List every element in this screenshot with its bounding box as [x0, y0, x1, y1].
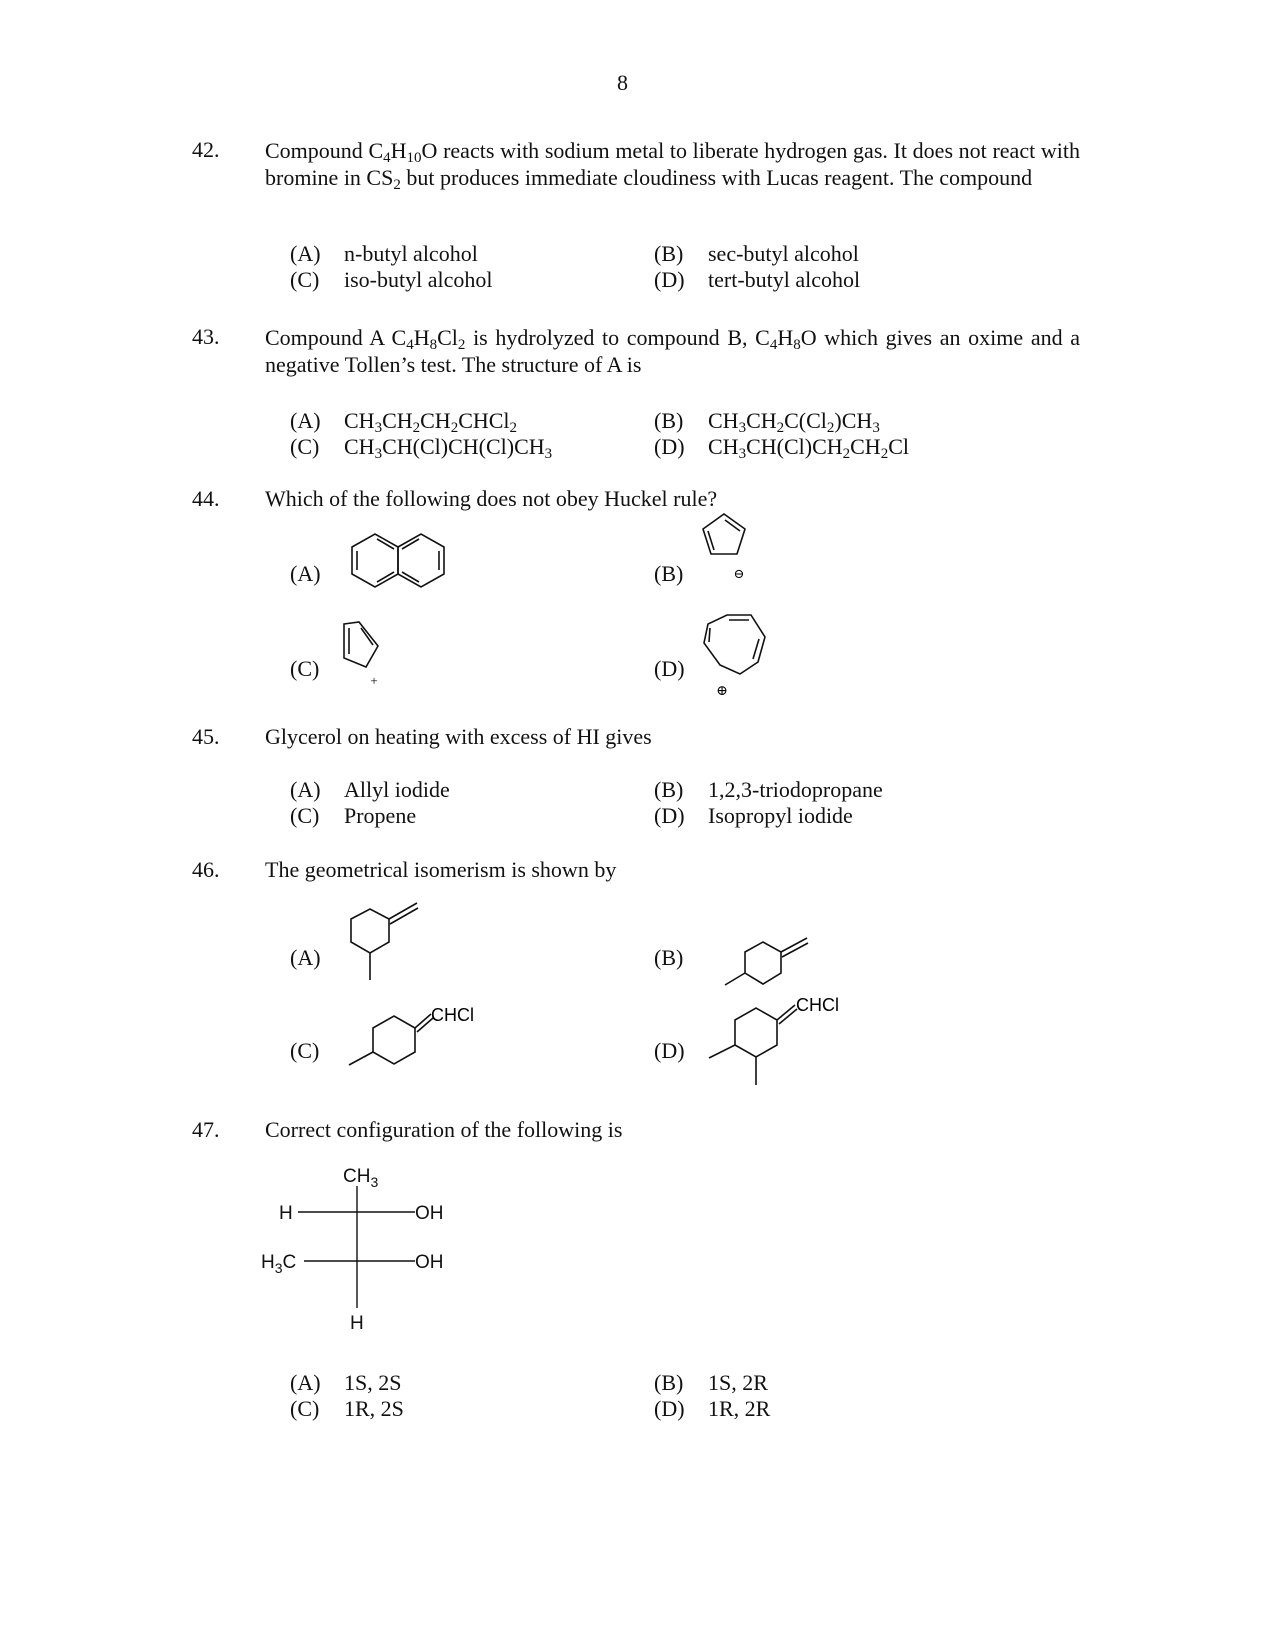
option-d[interactable]: (D) Isopropyl iodide — [654, 803, 853, 828]
question-number: 42. — [192, 137, 220, 162]
question-text: Compound $C_4H_{10}O$ reacts with sodium metal to liberate hydrogen gas. It does not react with bromine in $CS_2$ but produces immediate cloudiness with Lucas reagent. The compound — [265, 138, 1080, 193]
option-d[interactable]: (D) — [654, 1038, 685, 1063]
fischer-row1-left: H — [279, 1203, 293, 1224]
fischer-row2-left: H — [261, 1252, 275, 1273]
option-a[interactable]: (A) n-butyl alcohol — [290, 241, 478, 266]
fischer-bottom: H — [350, 1313, 364, 1334]
question-text: Correct configuration of the following is — [265, 1117, 623, 1142]
tropylium-cation-structure — [700, 610, 780, 705]
option-c[interactable]: (C) — [290, 1038, 320, 1063]
page-number: 8 — [617, 70, 628, 95]
question-number: 45. — [192, 724, 220, 749]
question-text: Compound A $C_4H_8Cl_2$ is hydrolyzed to compound B, $C_4H_8O$ which gives an oxime and a negative Tollen’s test. The structure of A is — [265, 325, 1081, 377]
question-number: 44. — [192, 486, 220, 511]
structure-a — [345, 905, 435, 1020]
naphthalene-structure — [340, 530, 460, 610]
option-c[interactable]: (C) 1R, 2S — [290, 1396, 404, 1421]
option-a[interactable]: (A) — [290, 945, 321, 970]
fischer-row2-right: OH — [415, 1252, 444, 1273]
question-number: 43. — [192, 324, 220, 349]
tropylium-charge: ⊕ — [716, 684, 728, 699]
question-text: Which of the following does not obey Huckel rule? — [265, 486, 718, 511]
question-text: The geometrical isomerism is shown by — [265, 857, 617, 882]
fischer-projection — [255, 1160, 485, 1345]
option-b[interactable]: (B) sec-butyl alcohol — [654, 241, 859, 266]
option-c[interactable]: (C) — [290, 656, 320, 681]
option-a[interactable]: (A) $CH_3CH_2CH_2CHCl_2$ — [290, 408, 518, 436]
option-a[interactable]: (A) 1S, 2S — [290, 1370, 402, 1395]
structure-d — [705, 995, 855, 1100]
cyclopentadienyl-cation-structure — [340, 618, 400, 693]
fischer-top: CH — [343, 1166, 371, 1187]
chcl-label: CHCl — [431, 1005, 474, 1025]
anion-charge: ⊖ — [733, 566, 745, 581]
option-d[interactable]: (D) $CH_3CH(Cl)CH_2CH_2Cl$ — [654, 434, 909, 462]
question-text: Glycerol on heating with excess of HI gives — [265, 724, 652, 749]
option-d[interactable]: (D) 1R, 2R — [654, 1396, 771, 1421]
question-number: 47. — [192, 1117, 220, 1142]
option-b[interactable]: (B) — [654, 945, 684, 970]
question-number: 46. — [192, 857, 220, 882]
svg-text:CH3: $CH_3$ — [343, 1166, 379, 1190]
option-a[interactable]: (A) Allyl iodide — [290, 777, 450, 802]
option-d[interactable]: (D) tert-butyl alcohol — [654, 267, 861, 292]
structure-c — [345, 1005, 495, 1090]
option-c[interactable]: (C) $CH_3CH(Cl)CH(Cl)CH_3$ — [290, 434, 553, 462]
option-b[interactable]: (B) $CH_3CH_2C(Cl_2)CH_3$ — [654, 408, 880, 436]
option-b[interactable]: (B) 1,2,3-triodopropane — [654, 777, 883, 802]
cyclopentadienyl-anion-structure — [700, 510, 770, 590]
fischer-row1-right: OH — [415, 1203, 444, 1224]
cation-charge: + — [370, 673, 378, 688]
option-a[interactable]: (A) — [290, 561, 321, 586]
option-c[interactable]: (C) Propene — [290, 803, 417, 828]
option-d[interactable]: (D) — [654, 656, 685, 681]
option-b[interactable]: (B) 1S, 2R — [654, 1370, 768, 1395]
option-c[interactable]: (C) iso-butyl alcohol — [290, 267, 493, 292]
option-b[interactable]: (B) — [654, 561, 684, 586]
chcl-label: CHCl — [796, 995, 839, 1015]
svg-text:H3C: $H_3C$ — [261, 1252, 297, 1276]
